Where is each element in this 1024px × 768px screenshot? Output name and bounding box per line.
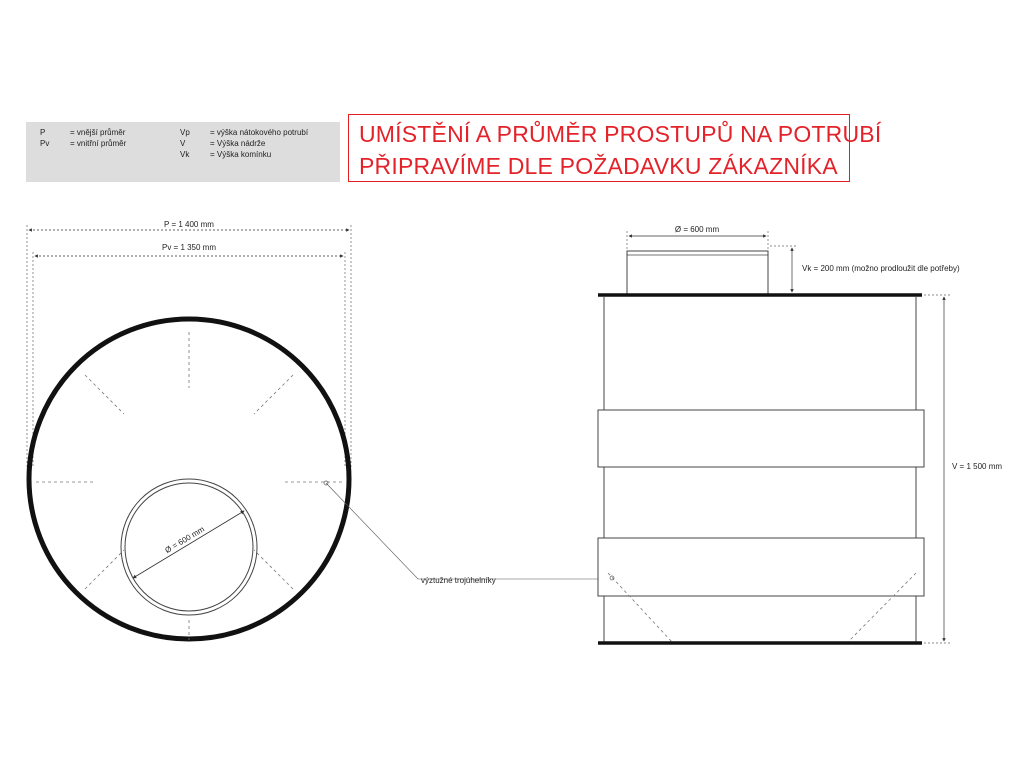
legend-description: = vnitřní průměr — [70, 139, 127, 148]
reinforcement-ribs — [36, 332, 342, 640]
callout-leader-line — [326, 483, 608, 579]
legend-symbol: P — [40, 128, 46, 137]
chimney-diameter-line — [133, 511, 244, 578]
chimney-inner-circle — [125, 483, 253, 611]
legend-description: = vnější průměr — [70, 128, 126, 137]
chimney-width-label: Ø = 600 mm — [674, 225, 720, 234]
legend-symbol: Vk — [180, 150, 190, 159]
note-line-2: PŘIPRAVÍME DLE POŽADAVKU ZÁKAZNÍKA — [359, 153, 838, 179]
reinforcing-band-lower — [598, 538, 924, 596]
tank-height-label: V = 1 500 mm — [952, 462, 1003, 471]
callout-label: výztužné trojúhelníky — [421, 576, 496, 585]
legend-description: = Výška nádrže — [210, 139, 266, 148]
inner-diameter-label: Pv = 1 350 mm — [161, 243, 217, 252]
legend-description: = Výška komínku — [210, 150, 272, 159]
outer-diameter-label: P = 1 400 mm — [164, 220, 214, 229]
reinforcing-band-upper — [598, 410, 924, 467]
chimney-height-label: Vk = 200 mm (možno prodloužit dle potřeby) — [802, 264, 960, 273]
legend-symbol: V — [180, 139, 186, 148]
side-view — [598, 225, 1002, 643]
legend-symbol: Pv — [40, 139, 50, 148]
note-line-1: UMÍSTĚNÍ A PRŮMĚR PROSTUPŮ NA POTRUBÍ — [359, 121, 882, 147]
legend-description: = výška nátokového potrubí — [210, 128, 309, 137]
chimney-body — [627, 251, 768, 294]
chimney-diameter-label: Ø = 600 mm — [163, 524, 206, 556]
legend-symbol: Vp — [180, 128, 190, 137]
top-view — [27, 220, 608, 640]
chimney-outer-circle — [121, 479, 257, 615]
